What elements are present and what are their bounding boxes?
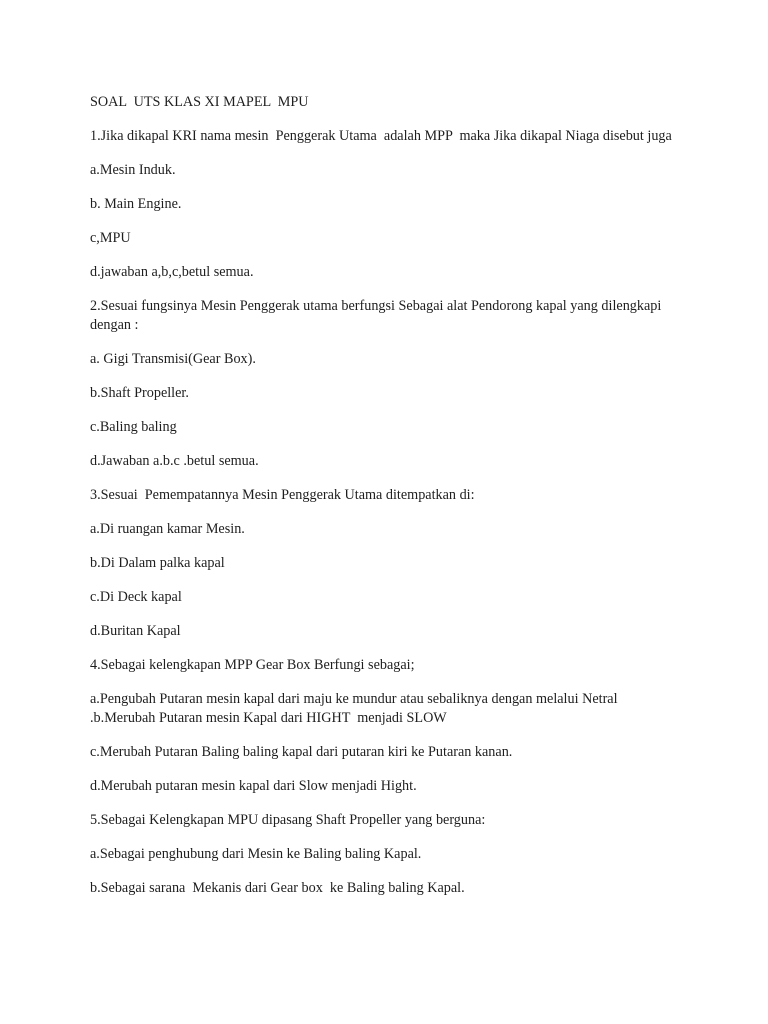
- question-4-option-c: c.Merubah Putaran Baling baling kapal dari putaran kiri ke Putaran kanan.: [90, 744, 513, 760]
- document-title: SOAL UTS KLAS XI MAPEL MPU: [90, 94, 309, 110]
- question-1-option-a: a.Mesin Induk.: [90, 162, 176, 178]
- question-2: 2.Sesuai fungsinya Mesin Penggerak utama berfungsi Sebagai alat Pendorong kapal yang dilengkapi dengan :: [90, 298, 665, 333]
- question-1-option-c: c,MPU: [90, 230, 131, 246]
- question-2-option-b: b.Shaft Propeller.: [90, 385, 189, 401]
- question-3-option-b: b.Di Dalam palka kapal: [90, 555, 225, 571]
- question-3-option-d: d.Buritan Kapal: [90, 623, 181, 639]
- question-4-option-a: a.Pengubah Putaran mesin kapal dari maju ke mundur atau sebaliknya dengan melalui Netral .b.Merubah Putaran mesin Kapal dari HIGHT menjadi SLOW: [90, 691, 622, 726]
- question-5-option-b: b.Sebagai sarana Mekanis dari Gear box ke Baling baling Kapal.: [90, 880, 465, 896]
- question-3: 3.Sesuai Pemempatannya Mesin Penggerak Utama ditempatkan di:: [90, 487, 475, 503]
- question-2-option-a: a. Gigi Transmisi(Gear Box).: [90, 351, 256, 367]
- question-2-option-c: c.Baling baling: [90, 419, 177, 435]
- question-5-option-a: a.Sebagai penghubung dari Mesin ke Baling baling Kapal.: [90, 846, 422, 862]
- question-1-option-d: d.jawaban a,b,c,betul semua.: [90, 264, 254, 280]
- question-1: 1.Jika dikapal KRI nama mesin Penggerak Utama adalah MPP maka Jika dikapal Niaga disebut juga: [90, 128, 672, 144]
- question-5: 5.Sebagai Kelengkapan MPU dipasang Shaft Propeller yang berguna:: [90, 812, 486, 828]
- question-2-option-d: d.Jawaban a.b.c .betul semua.: [90, 453, 259, 469]
- question-4-option-d: d.Merubah putaran mesin kapal dari Slow menjadi Hight.: [90, 778, 417, 794]
- question-1-option-b: b. Main Engine.: [90, 196, 182, 212]
- question-3-option-c: c.Di Deck kapal: [90, 589, 182, 605]
- question-4: 4.Sebagai kelengkapan MPP Gear Box Berfungi sebagai;: [90, 657, 415, 673]
- question-3-option-a: a.Di ruangan kamar Mesin.: [90, 521, 245, 537]
- document-body: [90, 93, 680, 913]
